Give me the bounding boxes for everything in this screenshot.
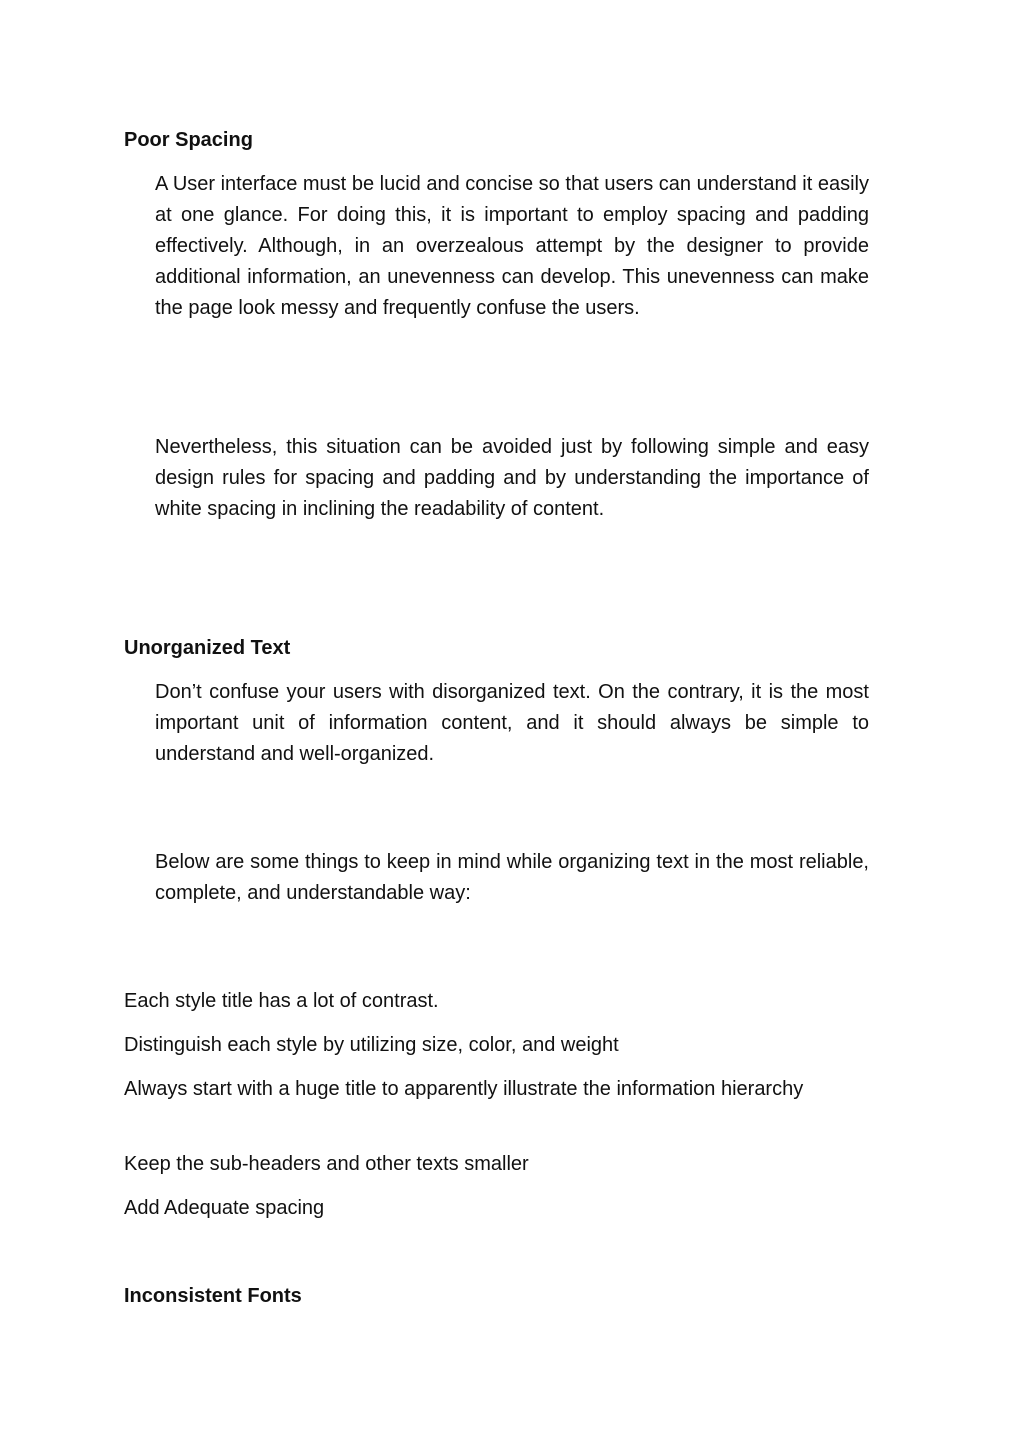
list-item: Always start with a huge title to apparently illustrate the information hierarchy [124, 1078, 804, 1100]
list-item: Each style title has a lot of contrast. [124, 990, 439, 1012]
list-item: Keep the sub-headers and other texts smaller [124, 1153, 529, 1175]
heading-poor-spacing: Poor Spacing [124, 129, 253, 151]
list-item: Distinguish each style by utilizing size, color, and weight [124, 1034, 619, 1056]
heading-unorganized-text: Unorganized Text [124, 637, 291, 659]
paragraph-unorganized-text-2: Below are some things to keep in mind while organizing text in the most reliable, complete, and understandable way: [155, 851, 869, 904]
paragraph-poor-spacing-1: A User interface must be lucid and concise so that users can understand it easily at one glance. For doing this, it is important to employ spacing and padding effectively. Although, in an overzealous attempt by the designer to provide additional information, an unevenness can develop. This unevenness can make the page look messy and frequently confuse the users. [155, 173, 869, 319]
paragraph-unorganized-text-1: Don’t confuse your users with disorganized text. On the contrary, it is the most important unit of information content, and it should always be simple to understand and well-organized. [155, 681, 869, 765]
paragraph-poor-spacing-2: Nevertheless, this situation can be avoided just by following simple and easy design rules for spacing and padding and by understanding the importance of white spacing in inclining the readability of content. [155, 436, 869, 520]
list-item: Add Adequate spacing [124, 1197, 325, 1219]
heading-inconsistent-fonts: Inconsistent Fonts [124, 1285, 302, 1307]
